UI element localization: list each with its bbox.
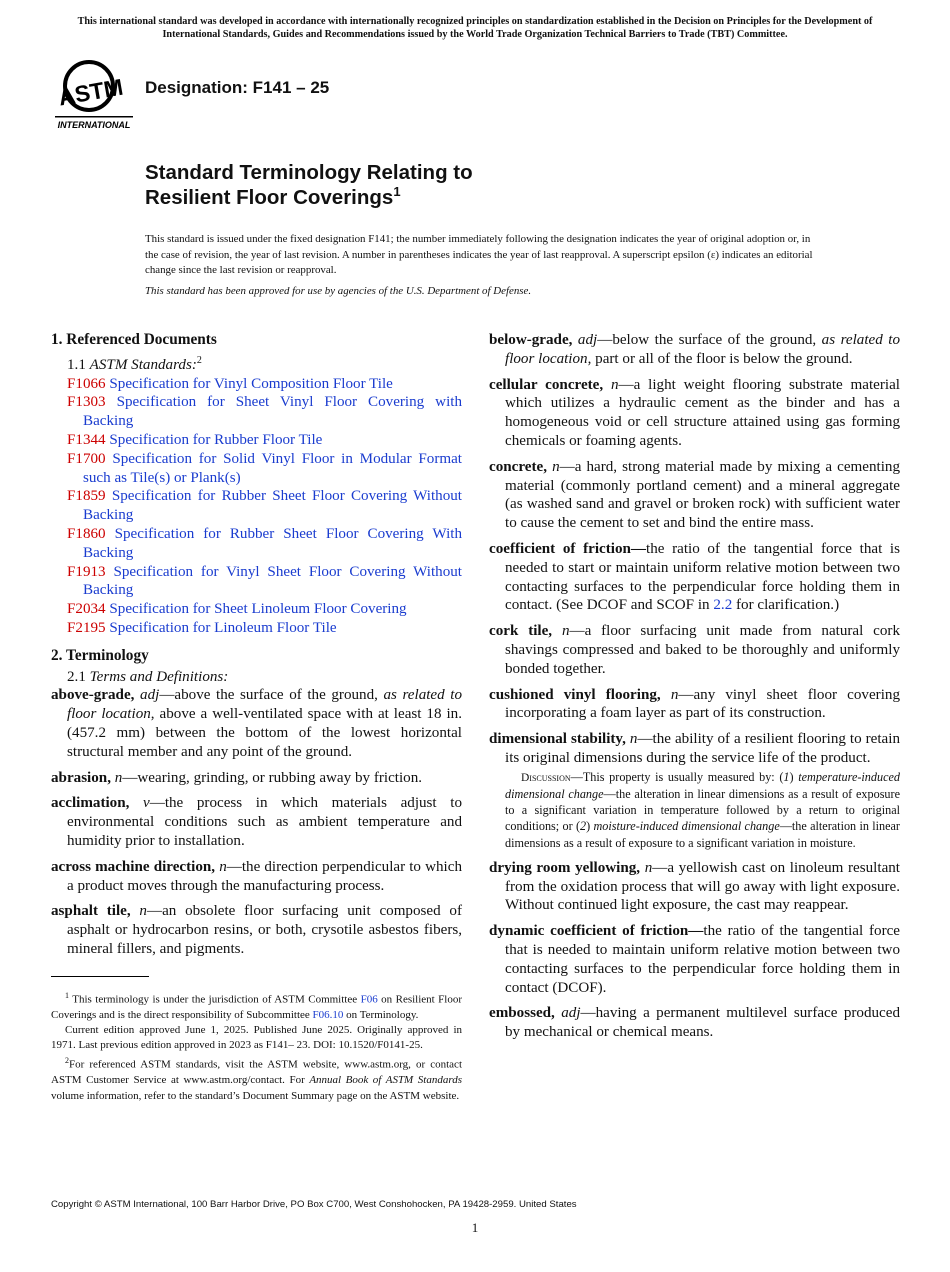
ref-item[interactable]: F1700 Specification for Solid Vinyl Floor in Modular Format such as Tile(s) or Plank(s) <box>67 450 462 486</box>
section-2-heading: 2. Terminology <box>51 646 149 664</box>
ref-item[interactable]: F2034 Specification for Sheet Linoleum Floor Covering <box>67 601 407 618</box>
term-cork-tile: cork tile, n—a floor surfacing unit made from natural cork shavings compressed and baked to be thoroughly and uniformly bonded together. <box>489 623 900 677</box>
logo-subtext: INTERNATIONAL <box>57 120 131 130</box>
term-dimensional-stability: dimensional stability, n—the ability of a resilient flooring to retain its original dimensions during the service life of the product. <box>489 731 900 766</box>
ref-item[interactable]: F1066 Specification for Vinyl Composition Floor Tile <box>67 375 393 392</box>
term-acclimation: acclimation, v—the process in which materials adjust to environmental conditions such as ambient temperature and humidity prior to installation. <box>51 795 462 849</box>
term-coefficient-of-friction: coefficient of friction—the ratio of the tangential force that is needed to start or maintain uniform relative motion between two contacting surfaces to the perpendicular force holding them in contact. (See DCOF and SCOF in 2.2 for clarification.) <box>489 540 900 614</box>
tbt-notice: This international standard was developed in accordance with internationally recognized principles on standardization established in the Decision on Principles for the Development of International Standards, Guides and Recommendations issued by the World Trade Organization Technical Barriers to Trade (TBT) Committee. <box>77 16 873 40</box>
footnote-rule <box>51 976 149 977</box>
footnote-1: $^1$ This terminology is under the jurisdiction of ASTM Committee F06 on Resilient Floor Coverings and is the direct responsibility of Subcommittee F06.10 on Terminology. <box>51 991 462 1021</box>
logo-letters: ASTM <box>56 73 126 111</box>
subsection-2-1: 2.1 Terms and Definitions: <box>67 668 229 685</box>
term-asphalt-tile: asphalt tile, n—an obsolete floor surfacing unit composed of asphalt or hydrocarbon resins, or both, crysotile asbestos fibers, mineral fillers, and pigments. <box>51 903 462 957</box>
term-across-machine-direction: across machine direction, n—the direction perpendicular to which a product moves through the manufacturing process. <box>51 858 462 894</box>
page-number: 1 <box>471 1220 479 1235</box>
footnote-2: $^2$For referenced ASTM standards, visit the ASTM website, www.astm.org, or contact ASTM Customer Service at www.astm.org/contact. For Annual Book of ASTM Standards volume information, refer to the standard’s Document Summary page on the ASTM website. <box>51 1056 462 1102</box>
footnotes <box>51 988 462 1104</box>
title-line-2: Resilient Floor Coverings$^1$ <box>145 184 401 209</box>
term-abrasion: abrasion, n—wearing, grinding, or rubbing away by friction. <box>51 769 423 786</box>
discussion-note: Discussion—This property is usually measured by: (1) temperature-induced dimensional change—the alteration in linear dimensions as a result of exposure to a significant variation in temperature followed by a return to original conditions; or (2) moisture-induced dimensional change—the alteration in linear dimensions as a result of exposure to a significant variation in moisture. <box>505 769 900 850</box>
term-cushioned-vinyl-flooring: cushioned vinyl flooring, n—any vinyl sheet floor covering incorporating a foam layer as part of its construction. <box>489 686 900 722</box>
document-title <box>145 160 473 210</box>
term-below-grade: below-grade, adj—below the surface of the ground, as related to floor location, part or all of the floor is below the ground. <box>489 332 900 367</box>
term-embossed: embossed, adj—having a permanent multilevel surface produced by mechanical or chemical means. <box>489 1005 900 1041</box>
subcommittee-link[interactable]: F06.10 <box>312 1008 344 1021</box>
term-above-grade: above-grade, adj—above the surface of the ground, as related to floor location, above a well-ventilated space with at least 18 in. (457.2 mm) between the bottom of the lowest horizontal structural member and any point of the ground. <box>51 687 462 760</box>
ref-item[interactable]: F1303 Specification for Sheet Vinyl Floor Covering with Backing <box>67 394 462 430</box>
term-concrete: concrete, n—a hard, strong material made by mixing a cementing material (commonly portland cement) and a mineral aggregate (as washed sand and gravel or broken rock) with sufficient water to cause the cement to set and bind the entire mass. <box>489 458 900 532</box>
term-dynamic-coefficient-of-friction: dynamic coefficient of friction—the ratio of the tangential force that is needed to maintain uniform relative motion between two contacting surfaces to the perpendicular force holding them in contact (DCOF). <box>489 923 900 996</box>
term-cellular-concrete: cellular concrete, n—a light weight flooring substrate material which utilizes a hydraulic cement as the binder and has a homogeneous void or cell structure attained using gas forming chemicals or foaming agents. <box>489 376 900 449</box>
section-2-2-link[interactable]: 2.2 <box>713 597 733 614</box>
section-1-heading: 1. Referenced Documents <box>51 331 217 348</box>
approved-note: This standard has been approved for use by agencies of the U.S. Department of Defense. <box>145 285 532 297</box>
ref-item[interactable]: F1344 Specification for Rubber Floor Tile <box>67 432 323 449</box>
copyright: Copyright © ASTM International, 100 Barr Harbor Drive, PO Box C700, West Conshohocken, PA 19428-2959. United States <box>51 1199 577 1210</box>
edition-note: Current edition approved June 1, 2025. Published June 2025. Originally approved in 1971. Last previous edition approved in 2023 as F141– 23. DOI: 10.1520/F0141-25. <box>51 1024 462 1052</box>
left-column <box>51 331 462 966</box>
ref-item[interactable]: F1860 Specification for Rubber Sheet Floor Covering With Backing <box>67 526 463 561</box>
ref-item[interactable]: F1913 Specification for Vinyl Sheet Floor Covering Without Backing <box>67 563 462 599</box>
issued-note: This standard is issued under the fixed designation F141; the number immediately following the designation indicates the year of original adoption or, in the case of revision, the year of last revision. A number in parentheses indicates the year of last reapproval. A superscript epsilon (ε) indicates an editorial change since the last revision or reapproval. <box>145 233 813 276</box>
astm-logo <box>53 56 135 132</box>
term-drying-room-yellowing: drying room yellowing, n—a yellowish cast on linoleum resultant from the oxidation process that will go away with light exposure. Without continued light exposure, the cast may reappear. <box>489 859 901 914</box>
designation: Designation: F141 – 25 <box>145 78 330 97</box>
title-footnote-mark: 1 <box>393 184 401 200</box>
ref-item[interactable]: F1859 Specification for Rubber Sheet Floor Covering Without Backing <box>67 488 462 524</box>
right-column <box>489 331 900 1049</box>
committee-link[interactable]: F06 <box>360 993 378 1006</box>
ref-item[interactable]: F2195 Specification for Linoleum Floor Tile <box>67 619 337 636</box>
subsection-1-1: 1.1 ASTM Standards:$^2$ <box>67 354 202 373</box>
title-line-1: Standard Terminology Relating to <box>145 161 473 184</box>
